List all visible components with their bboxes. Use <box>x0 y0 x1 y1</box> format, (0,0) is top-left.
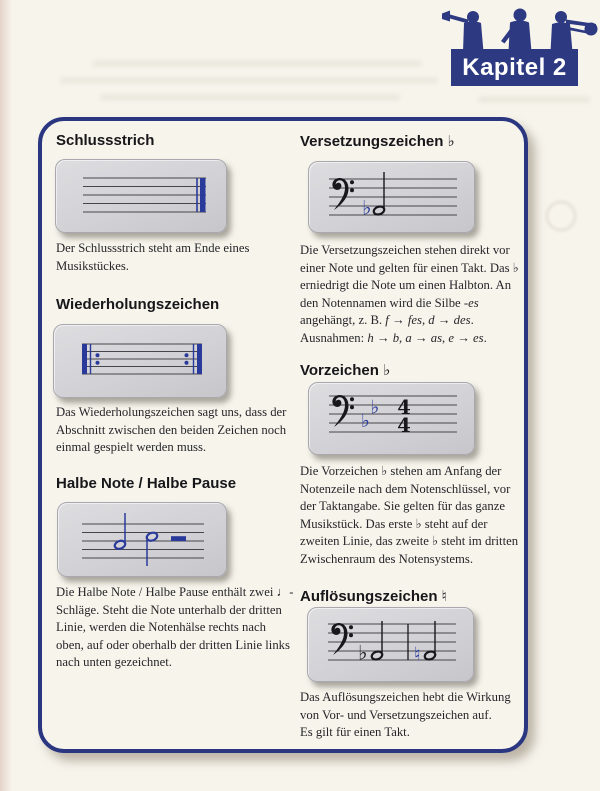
flat-sign-icon: ♭ <box>358 640 368 665</box>
page-bleedthrough <box>478 96 590 103</box>
staff-lines <box>82 344 202 374</box>
section-title-schlussstrich: Schlussstrich <box>56 132 155 149</box>
half-note-stem-up <box>114 513 127 550</box>
section-title-wiederholungszeichen: Wiederholungszeichen <box>56 296 220 313</box>
page-bleedthrough <box>92 60 422 67</box>
chapter-title: Kapitel 2 <box>462 53 567 81</box>
notation-box-wiederholungszeichen <box>53 324 227 398</box>
staff-lines <box>83 178 206 212</box>
notation-box-halbe-note <box>57 502 227 577</box>
section-title-vorzeichen: Vorzeichen ♭ <box>300 362 391 379</box>
final-barline-notation <box>56 160 226 232</box>
section-body-versetzungszeichen: Die Versetzungszeichen stehen direkt vor einer Note und gelten für einen Takt. Das ♭ erniedrigt die Note um einen Halbton. An den Notennamen wird die Silbe -es angehängt, z. B. f → fes, d → des. Ausnahmen: h → b, a → as, e → es. <box>300 243 519 345</box>
section-body-vorzeichen: Die Vorzeichen ♭ stehen am Anfang der Notenzeile nach dem Notenschlüssel, vor der Taktangabe. Sie gelten für das ganze Musikstück. Das erste ♭ steht auf der zweiten Linie, das zweite ♭ steht im dritten Zwischenraum des Notensystems. <box>300 464 519 566</box>
page-bleedthrough <box>100 94 400 101</box>
staff-lines <box>328 624 456 660</box>
svg-text:4: 4 <box>397 413 411 437</box>
half-rest <box>171 536 186 541</box>
staff-lines <box>329 179 457 215</box>
half-note-notation <box>58 503 226 576</box>
musicians-silhouette-icon <box>440 6 598 54</box>
notation-box-schlussstrich <box>55 159 227 233</box>
notation-box-aufloesungszeichen <box>307 607 474 682</box>
section-body-halbe-note: Die Halbe Note / Halbe Pause enthält zwei ♩-Schläge. Steht die Note unterhalb der dritten Linie, werden die Notenhälse rechts nach oben, auf oder oberhalb der dritten Linie links nach unten gezeichnet. <box>56 585 294 670</box>
page-bleedthrough <box>60 77 438 84</box>
key-signature-notation <box>309 383 474 454</box>
section-body-schlussstrich: Der Schlussstrich steht am Ende eines Musikstückes. <box>56 241 250 273</box>
section-title-versetzungszeichen: Versetzungszeichen ♭ <box>300 133 455 150</box>
bass-clef-icon <box>331 623 353 655</box>
section-title-aufloesungszeichen: Auflösungszeichen ♮ <box>300 588 448 605</box>
half-note-stem-down <box>146 531 159 566</box>
flat-sign-icon: ♭ <box>362 195 372 220</box>
page-bleedthrough <box>545 200 577 232</box>
half-note-stem-up <box>371 621 384 661</box>
bass-clef-icon <box>332 395 354 427</box>
section-title-halbe-note: Halbe Note / Halbe Pause <box>56 475 237 492</box>
staff-lines <box>329 396 457 432</box>
bass-clef-icon <box>332 178 354 210</box>
flat-sign-icon: ♭ <box>370 396 380 419</box>
time-signature-4-4 <box>397 396 411 437</box>
notation-box-versetzungszeichen <box>308 161 475 233</box>
natural-sign-notation <box>308 608 473 681</box>
notation-box-vorzeichen <box>308 382 475 455</box>
section-body-wiederholungszeichen: Das Wiederholungszeichen sagt uns, dass der Abschnitt zwischen den beiden Zeichen noch einmal gespielt werden muss. <box>56 405 287 455</box>
chapter-banner <box>451 49 578 86</box>
svg-text:4: 4 <box>397 395 411 419</box>
page-scan-edge <box>0 0 12 791</box>
repeat-sign-notation <box>54 325 226 397</box>
accidental-flat-notation <box>309 162 474 232</box>
flat-sign-icon: ♭ <box>361 410 370 432</box>
natural-sign-icon: ♮ <box>414 643 421 666</box>
section-body-aufloesungszeichen: Das Auflösungszeichen hebt die Wirkung von Vor- und Versetzungszeichen auf. Es gilt für einen Takt. <box>300 690 511 740</box>
half-note-stem-up <box>424 621 437 661</box>
